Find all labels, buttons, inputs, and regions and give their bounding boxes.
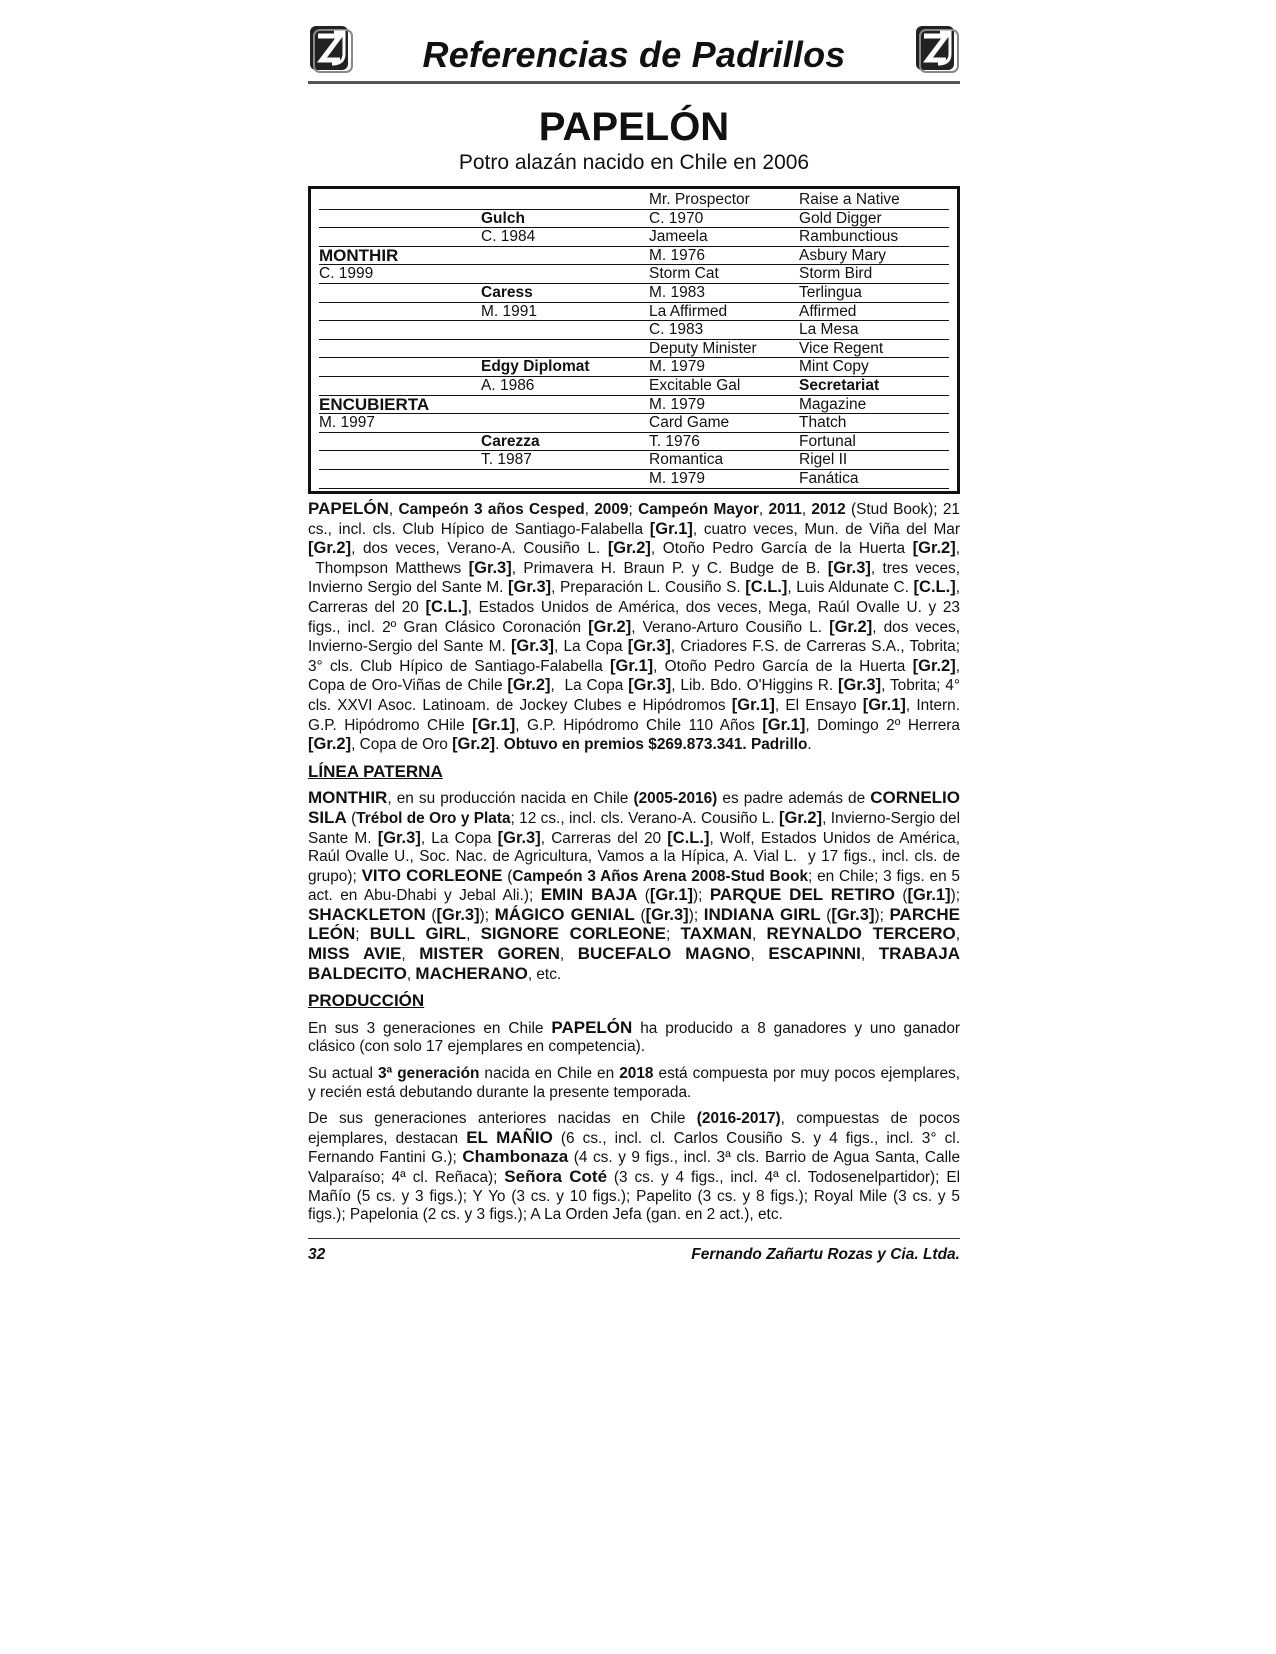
pedigree-cell: Storm Cat bbox=[649, 265, 799, 284]
page-header bbox=[308, 20, 960, 80]
pedigree-row bbox=[311, 265, 957, 284]
pedigree-cell: Card Game bbox=[649, 414, 799, 433]
pedigree-cell: Raise a Native bbox=[799, 191, 949, 210]
pedigree-cell: Affirmed bbox=[799, 303, 949, 322]
pedigree-row bbox=[311, 340, 957, 359]
pedigree-row bbox=[311, 303, 957, 322]
production-paragraph-3: De sus generaciones anteriores nacidas en Chile (2016-2017), compuestas de pocos ejemplares, destacan EL MAÑIO (6 cs., incl. cl. Carlos Cousiño S. y 4 figs., incl. 3° cl. Fernando Fantini G.); Chambonaza (4 cs. y 9 figs., incl. 3ª cls. Barrio de Agua Santa, Calle Valparaíso; 4ª cl. Reñaca); Señora Coté (3 cs. y 4 figs., incl. 4ª cl. Todosenelpartidor); El Mañío (5 cs. y 3 figs.); Y Yo (3 cs. y 10 figs.); Papelito (3 cs. y 8 figs.); Royal Mile (3 cs. y 5 figs.); Papelonia (2 cs. y 3 figs.); A La Orden Jefa (gan. en 2 act.), etc. bbox=[308, 1110, 961, 1224]
pedigree-table bbox=[308, 186, 960, 494]
pedigree-cell bbox=[319, 470, 481, 489]
pedigree-cell: C. 1999 bbox=[319, 265, 481, 284]
body-text bbox=[308, 500, 960, 1225]
pedigree-cell: M. 1976 bbox=[649, 247, 799, 266]
pedigree-cell: Deputy Minister bbox=[649, 340, 799, 359]
section-heading-linea-paterna: LÍNEA PATERNA bbox=[308, 761, 443, 781]
pedigree-cell: Romantica bbox=[649, 451, 799, 470]
pedigree-row bbox=[311, 284, 957, 303]
pedigree-row bbox=[311, 377, 957, 396]
pedigree-row bbox=[311, 470, 957, 489]
pedigree-cell: M. 1997 bbox=[319, 414, 481, 433]
pedigree-cell: Mr. Prospector bbox=[649, 191, 799, 210]
horse-name: PAPELÓN bbox=[538, 105, 730, 149]
pedigree-row bbox=[311, 433, 957, 452]
pedigree-cell bbox=[481, 321, 649, 340]
pedigree-row bbox=[311, 451, 957, 470]
pedigree-cell bbox=[319, 451, 481, 470]
pedigree-row bbox=[311, 414, 957, 433]
pedigree-cell: Vice Regent bbox=[799, 340, 949, 359]
pedigree-cell: Rigel II bbox=[799, 451, 949, 470]
pedigree-cell: Rambunctious bbox=[799, 228, 949, 247]
logo-icon bbox=[914, 24, 960, 74]
pedigree-cell: Gold Digger bbox=[799, 210, 949, 229]
pedigree-row bbox=[311, 247, 957, 266]
pedigree-cell: Secretariat bbox=[799, 377, 949, 396]
pedigree-cell: Fanática bbox=[799, 470, 949, 489]
pedigree-cell: MONTHIR bbox=[319, 247, 481, 266]
pedigree-cell bbox=[481, 470, 649, 489]
pedigree-cell bbox=[319, 377, 481, 396]
pedigree-cell: Jameela bbox=[649, 228, 799, 247]
pedigree-cell bbox=[319, 321, 481, 340]
horse-subtitle: Potro alazán nacido en Chile en 2006 bbox=[458, 151, 810, 174]
pedigree-row bbox=[311, 358, 957, 377]
pedigree-cell bbox=[319, 340, 481, 359]
pedigree-cell bbox=[481, 396, 649, 415]
pedigree-cell: Fortunal bbox=[799, 433, 949, 452]
pedigree-cell: Terlingua bbox=[799, 284, 949, 303]
pedigree-cell: C. 1984 bbox=[481, 228, 649, 247]
pedigree-cell: Thatch bbox=[799, 414, 949, 433]
pedigree-cell: La Mesa bbox=[799, 321, 949, 340]
pedigree-cell: T. 1976 bbox=[649, 433, 799, 452]
pedigree-cell bbox=[319, 210, 481, 229]
pedigree-cell bbox=[481, 265, 649, 284]
pedigree-cell: Storm Bird bbox=[799, 265, 949, 284]
campaign-paragraph: PAPELÓN, Campeón 3 años Cesped, 2009; Campeón Mayor, 2011, 2012 (Stud Book); 21 cs., incl. cls. Club Hípico de Santiago-Falabella [Gr.1], cuatro veces, Mun. de Viña del Mar [Gr.2], dos veces, Verano-A. Cousiño L. [Gr.2], Otoño Pedro García de la Huerta [Gr.2], Thompson Matthews [Gr.3], Primavera H. Braun P. y C. Budge de B. [Gr.3], tres veces, Invierno Sergio del Sante M. [Gr.3], Preparación L. Cousiño S. [C.L.], Luis Aldunate C. [C.L.], Carreras del 20 [C.L.], Estados Unidos de América, dos veces, Mega, Raúl Ovalle U. y 23 figs., incl. 2º Gran Clásico Coronación [Gr.2], Verano-Arturo Cousiño L. [Gr.2], dos veces, Invierno-Sergio del Sante M. [Gr.3], La Copa [Gr.3], Criadores F.S. de Carreras S.A., Tobrita; 3° cls. Club Hípico de Santiago-Falabella [Gr.1], Otoño Pedro García de la Huerta [Gr.2], Copa de Oro-Viñas de Chile [Gr.2], La Copa [Gr.3], Lib. Bdo. O'Higgins R. [Gr.3], Tobrita; 4° cls. XXVI Asoc. Latinoam. de Jockey Clubes e Hipódromos [Gr.1], El Ensayo [Gr.1], Intern. G.P. Hipódromo CHile [Gr.1], G.P. Hipódromo Chile 110 Años [Gr.1], Domingo 2º Herrera [Gr.2], Copa de Oro [Gr.2]. Obtuvo en premios $269.873.341. Padrillo. bbox=[308, 499, 961, 754]
pedigree-cell: M. 1983 bbox=[649, 284, 799, 303]
section-heading-produccion: PRODUCCIÓN bbox=[308, 991, 425, 1011]
pedigree-row bbox=[311, 191, 957, 210]
pedigree-cell bbox=[319, 303, 481, 322]
pedigree-row bbox=[311, 228, 957, 247]
pedigree-cell: C. 1970 bbox=[649, 210, 799, 229]
pedigree-cell bbox=[319, 433, 481, 452]
pedigree-cell: Magazine bbox=[799, 396, 949, 415]
production-paragraph-1: En sus 3 generaciones en Chile PAPELÓN ha producido a 8 ganadores y uno ganador clásico (con solo 17 ejemplares en competencia). bbox=[308, 1017, 961, 1056]
header-divider bbox=[308, 81, 960, 84]
pedigree-cell bbox=[481, 340, 649, 359]
pedigree-cell bbox=[319, 358, 481, 377]
pedigree-row bbox=[311, 210, 957, 229]
pedigree-cell: M. 1979 bbox=[649, 470, 799, 489]
footer-company: Fernando Zañartu Rozas y Cia. Ltda. bbox=[691, 1246, 960, 1263]
pedigree-cell bbox=[481, 247, 649, 266]
pedigree-cell: Asbury Mary bbox=[799, 247, 949, 266]
pedigree-cell: Excitable Gal bbox=[649, 377, 799, 396]
pedigree-cell: Mint Copy bbox=[799, 358, 949, 377]
pedigree-cell: T. 1987 bbox=[481, 451, 649, 470]
sire-paragraph: MONTHIR, en su producción nacida en Chile (2005-2016) es padre además de CORNELIO SILA (Trébol de Oro y Plata; 12 cs., incl. cls. Verano-A. Cousiño L. [Gr.2], Invierno-Sergio del Sante M. [Gr.3], La Copa [Gr.3], Carreras del 20 [C.L.], Wolf, Estados Unidos de América, Raúl Ovalle U., Soc. Nac. de Agricultura, Vamos a la Hípica, A. Vial L. y 17 figs., incl. cls. de grupo); VITO CORLEONE (Campeón 3 Años Arena 2008-Stud Book; en Chile; 3 figs. en 5 act. en Abu-Dhabi y Jebal Ali.); EMIN BAJA ([Gr.1]); PARQUE DEL RETIRO ([Gr.1]); SHACKLETON ([Gr.3]); MÁGICO GENIAL ([Gr.3]); INDIANA GIRL ([Gr.3]); PARCHE LEÓN; BULL GIRL, SIGNORE CORLEONE; TAXMAN, REYNALDO TERCERO, MISS AVIE, MISTER GOREN, BUCEFALO MAGNO, ESCAPINNI, TRABAJA BALDECITO, MACHERANO, etc. bbox=[308, 788, 961, 983]
pedigree-cell: M. 1991 bbox=[481, 303, 649, 322]
pedigree-cell: Gulch bbox=[481, 210, 649, 229]
document-page bbox=[308, 20, 961, 1263]
pedigree-cell: ENCUBIERTA bbox=[319, 396, 481, 415]
pedigree-cell bbox=[481, 414, 649, 433]
pedigree-cell: Carezza bbox=[481, 433, 649, 452]
pedigree-cell: M. 1979 bbox=[649, 358, 799, 377]
pedigree-cell: Caress bbox=[481, 284, 649, 303]
production-paragraph-2: Su actual 3ª generación nacida en Chile en 2018 está compuesta por muy pocos ejemplares, y recién está debutando durante la presente temporada. bbox=[308, 1065, 960, 1101]
pedigree-cell: La Affirmed bbox=[649, 303, 799, 322]
pedigree-cell: Edgy Diplomat bbox=[481, 358, 649, 377]
pedigree-cell: A. 1986 bbox=[481, 377, 649, 396]
pedigree-cell bbox=[319, 284, 481, 303]
pedigree-row bbox=[311, 321, 957, 340]
pedigree-cell bbox=[319, 228, 481, 247]
pedigree-row bbox=[311, 396, 957, 415]
page-number: 32 bbox=[308, 1246, 326, 1263]
pedigree-cell: M. 1979 bbox=[649, 396, 799, 415]
footer-divider bbox=[308, 1238, 960, 1239]
pedigree-cell bbox=[319, 191, 481, 210]
pedigree-cell bbox=[481, 191, 649, 210]
pedigree-cell: C. 1983 bbox=[649, 321, 799, 340]
header-title: Referencias de Padrillos bbox=[422, 34, 846, 75]
